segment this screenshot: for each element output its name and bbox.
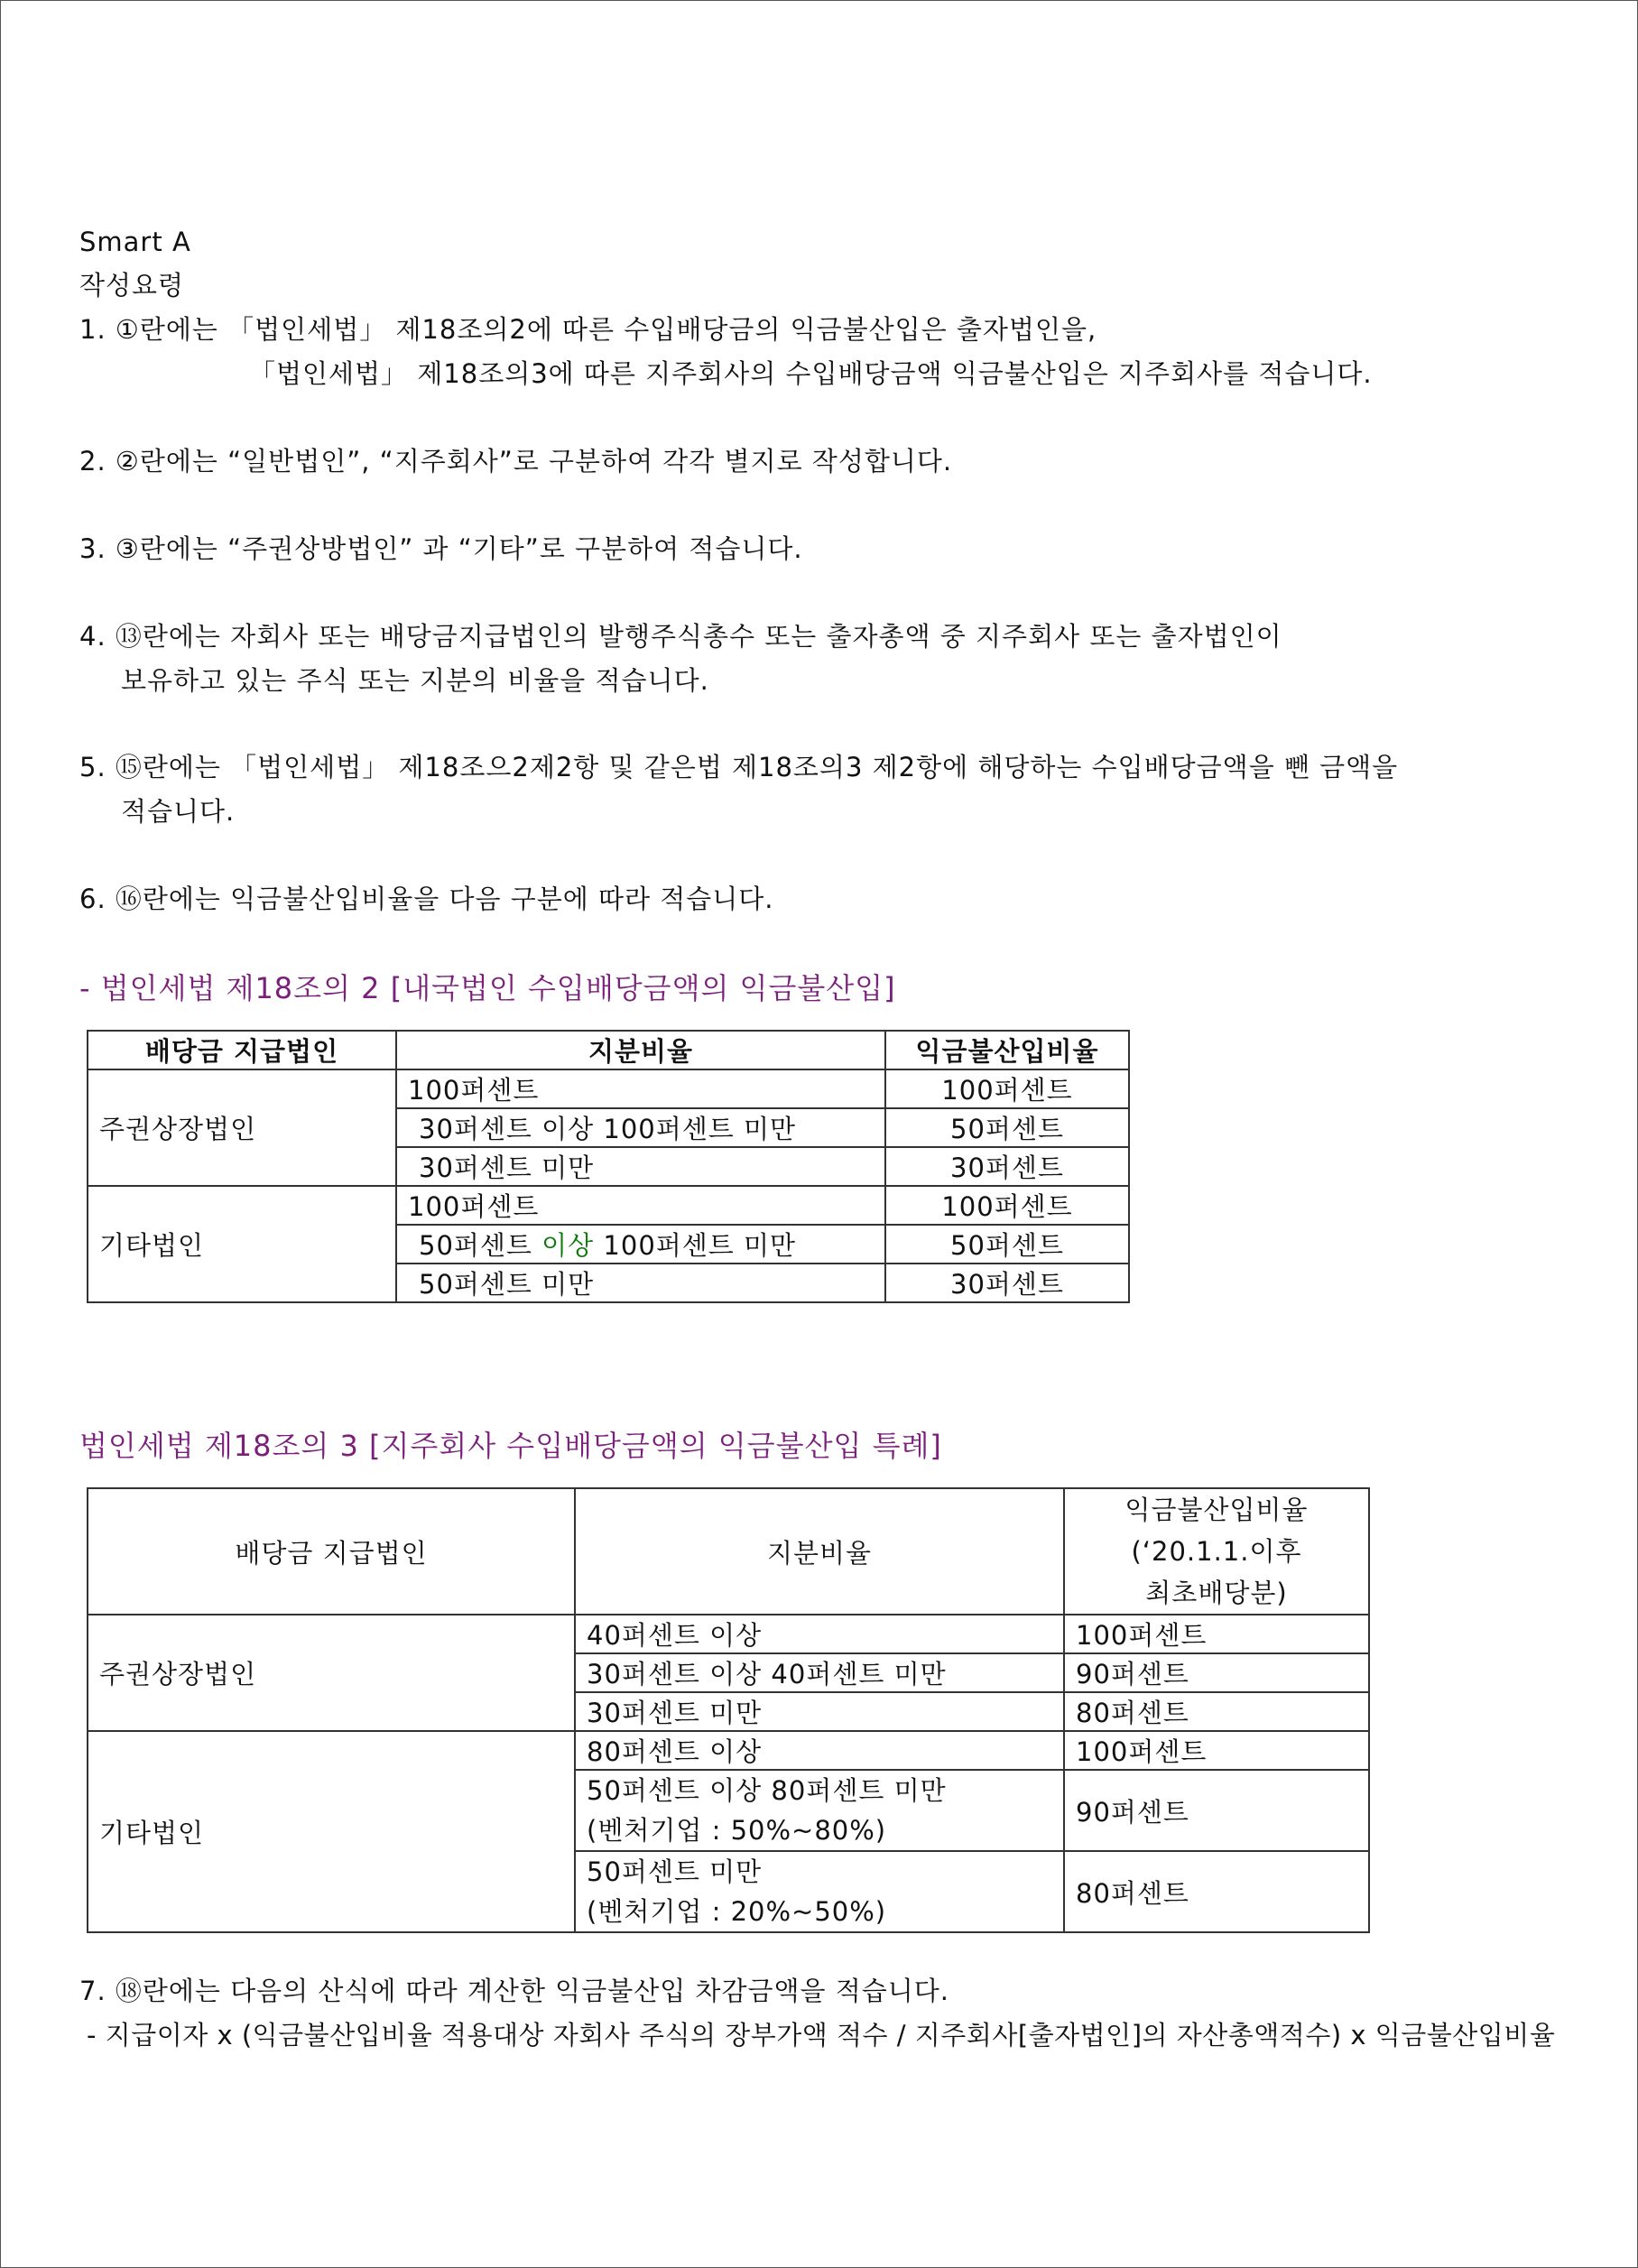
ratio-cell: 30퍼센트 미만	[396, 1147, 885, 1186]
table-header-row	[88, 1488, 1369, 1615]
product-name: Smart A	[79, 227, 191, 257]
section-2-title	[79, 1426, 942, 1466]
item-6: 6. ⑯란에는 익금불산입비율을 다음 구분에 따라 적습니다.	[79, 884, 774, 914]
ratio-cell: 80퍼센트 이상	[575, 1731, 1064, 1770]
section-2-prefix: 법인세법 제18조의 3	[79, 1429, 369, 1463]
ratio-cell: 50퍼센트 미만	[396, 1264, 885, 1302]
rate-cell: 90퍼센트	[1064, 1770, 1369, 1851]
ratio-note: (벤처기업 : 50%~80%)	[587, 1815, 887, 1846]
item-2: 2. ②란에는 “일반법인”, “지주회사”로 구분하여 각각 별지로 작성합니다.	[79, 446, 953, 477]
ratio-cell: 30퍼센트 이상 40퍼센트 미만	[575, 1653, 1064, 1692]
item-3: 3. ③란에는 “주권상방법인” 과 “기타”로 구분하여 적습니다.	[79, 533, 803, 564]
ratio-line: 50퍼센트 미만	[587, 1856, 763, 1887]
item-7-formula: - 지급이자 x (익금불산입비율 적용대상 자회사 주식의 장부가액 적수 / 지주회사[출자법인]의 자산총액적수) x 익금불산입비율	[87, 2020, 1556, 2050]
ratio-cell: 100퍼센트	[396, 1186, 885, 1225]
rate-cell: 100퍼센트	[885, 1186, 1129, 1225]
table-row	[88, 1615, 1369, 1653]
ratio-cell: 40퍼센트 이상	[575, 1615, 1064, 1653]
rate-cell: 50퍼센트	[885, 1225, 1129, 1264]
rate-cell: 30퍼센트	[885, 1264, 1129, 1302]
rate-cell: 100퍼센트	[1064, 1615, 1369, 1653]
header-ratio: 지분비율	[396, 1031, 885, 1069]
header-rate-line: (‘20.1.1.이후	[1131, 1536, 1302, 1567]
item-4-line-2: 보유하고 있는 주식 또는 지분의 비율을 적습니다.	[121, 665, 709, 696]
item-5-line-1: 5. ⑮란에는 「법인세법」 제18조으2제2항 및 같은법 제18조의3 제2항에 해당하는 수입배당금액을 뺀 금액을	[79, 752, 1399, 782]
ratio-cell	[396, 1225, 885, 1264]
ratio-cell	[575, 1851, 1064, 1932]
table-row	[88, 1731, 1369, 1770]
item-5-line-2: 적습니다.	[121, 796, 236, 827]
group-other: 기타법인	[88, 1186, 396, 1302]
ratio-part: 50퍼센트	[419, 1230, 542, 1261]
ratio-line: 50퍼센트 이상 80퍼센트 미만	[587, 1775, 947, 1806]
page-heading: 작성요령	[79, 270, 185, 301]
header-payer: 배당금 지급법인	[88, 1488, 575, 1615]
header-ratio: 지분비율	[575, 1488, 1064, 1615]
header-exclusion-rate	[1064, 1488, 1369, 1615]
item-4-line-1: 4. ⑬란에는 자회사 또는 배당금지급법인의 발행주식총수 또는 출자총액 중 지주회사 또는 출자법인이	[79, 621, 1282, 652]
header-payer: 배당금 지급법인	[88, 1031, 396, 1069]
ratio-cell: 30퍼센트 이상 100퍼센트 미만	[396, 1108, 885, 1147]
group-other: 기타법인	[88, 1731, 575, 1932]
table-row	[88, 1069, 1129, 1108]
dividend-exclusion-table-holding	[87, 1487, 1370, 1933]
dividend-exclusion-table-general	[87, 1030, 1130, 1303]
table-row	[88, 1186, 1129, 1225]
section-1-prefix: - 법인세법 제18조의 2	[79, 971, 391, 1005]
section-1-title	[79, 968, 896, 1008]
rate-cell: 80퍼센트	[1064, 1692, 1369, 1731]
rate-cell: 100퍼센트	[1064, 1731, 1369, 1770]
ratio-cell: 30퍼센트 미만	[575, 1692, 1064, 1731]
rate-cell: 80퍼센트	[1064, 1851, 1369, 1932]
item-7-line-1: 7. ⑱란에는 다음의 산식에 따라 계산한 익금불산입 차감금액을 적습니다.	[79, 1976, 950, 2006]
group-listed: 주권상장법인	[88, 1069, 396, 1186]
ratio-part: 100퍼센트 미만	[594, 1230, 797, 1261]
section-1-bracket: [내국법인 수입배당금액의 익금불산입]	[390, 971, 896, 1005]
rate-cell: 100퍼센트	[885, 1069, 1129, 1108]
ratio-highlight: 이상	[541, 1230, 595, 1261]
rate-cell: 50퍼센트	[885, 1108, 1129, 1147]
header-exclusion-rate: 익금불산입비율	[885, 1031, 1129, 1069]
group-listed: 주권상장법인	[88, 1615, 575, 1731]
rate-cell: 30퍼센트	[885, 1147, 1129, 1186]
header-rate-line: 익금불산입비율	[1124, 1495, 1309, 1525]
rate-cell: 90퍼센트	[1064, 1653, 1369, 1692]
header-rate-line: 최초배당분)	[1145, 1578, 1288, 1608]
ratio-cell	[575, 1770, 1064, 1851]
table-header-row	[88, 1031, 1129, 1069]
item-1-line-1: 1. ①란에는 「법인세법」 제18조의2에 따른 수입배당금의 익금불산입은 출자법인을,	[79, 314, 1097, 345]
ratio-cell: 100퍼센트	[396, 1069, 885, 1108]
ratio-note: (벤처기업 : 20%~50%)	[587, 1896, 887, 1927]
item-1-line-2: 「법인세법」 제18조의3에 따른 지주회사의 수입배당금액 익금불산입은 지주회사를 적습니다.	[249, 358, 1373, 389]
section-2-bracket: [지주회사 수입배당금액의 익금불산입 특례]	[368, 1429, 942, 1463]
